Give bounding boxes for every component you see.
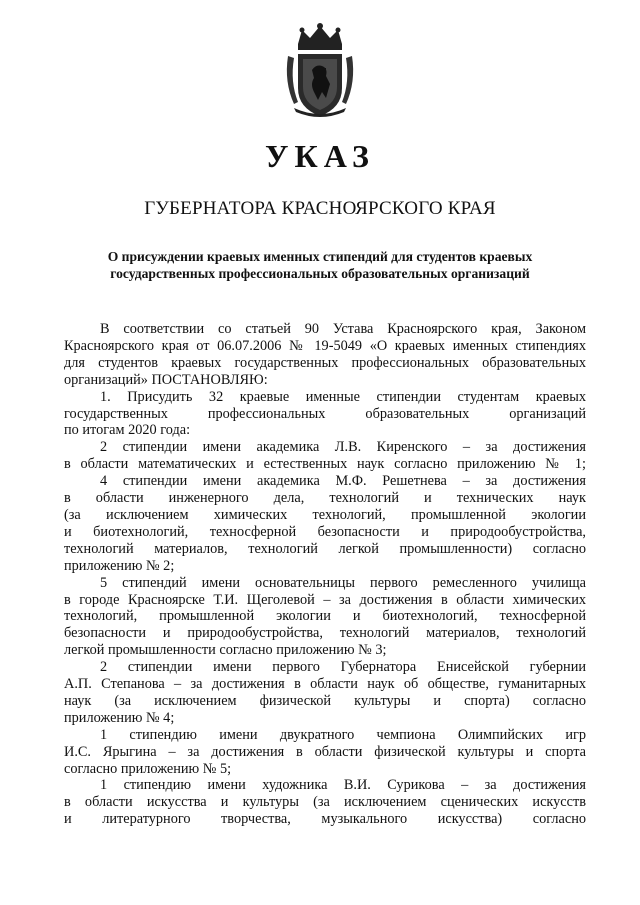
body-line: 1 стипендию имени двукратного чемпиона Олимпийских игр — [100, 726, 586, 743]
body-line: согласно приложению № 5; — [64, 760, 232, 777]
body-line: приложению № 4; — [64, 709, 175, 726]
body-line: в области инженерного дела, технологий и технических наук — [64, 490, 586, 507]
body-line: организаций» ПОСТАНОВЛЯЮ: — [64, 371, 268, 388]
body-line: приложению № 2; — [64, 557, 175, 574]
body-line: по итогам 2020 года: — [64, 422, 191, 439]
body-line: в городе Красноярске Т.И. Щеголевой – за достижения в области химических — [64, 591, 586, 608]
body-line: и биотехнологий, техносферной безопасности и природообустройства, — [64, 523, 586, 540]
document-subtitle: ГУБЕРНАТОРА КРАСНОЯРСКОГО КРАЯ — [144, 198, 496, 219]
heading-line: государственных профессиональных образовательных организаций — [110, 266, 530, 281]
body-line: технологий, промышленной экологии и биотехнологий, техносферной — [64, 608, 586, 625]
body-line: наук (за исключением физической культуры и спорта) согласно — [64, 692, 586, 709]
body-line: легкой промышленности согласно приложению № 3; — [64, 642, 387, 659]
body-line: технологий материалов, технологий легкой промышленности) согласно — [64, 540, 586, 557]
document-body — [64, 321, 586, 828]
body-line: 5 стипендий имени основательницы первого ремесленного училища — [100, 574, 586, 591]
body-line: А.П. Степанова – за достижения в области наук об обществе, гуманитарных — [64, 676, 586, 693]
body-line: в области математических и естественных наук согласно приложению № 1; — [64, 456, 586, 473]
body-line: безопасности и природообустройства, технологий материалов, технологий — [64, 625, 586, 642]
body-line: 4 стипендии имени академика М.Ф. Решетнева – за достижения — [100, 473, 586, 490]
document-heading — [70, 248, 570, 282]
body-line: В соответствии со статьей 90 Устава Красноярского края, Законом — [100, 321, 586, 337]
body-line: и литературного творчества, музыкального искусства) согласно — [64, 811, 586, 828]
body-line: 2 стипендии имени первого Губернатора Енисейской губернии — [100, 659, 586, 676]
body-line: для студентов краевых государственных профессиональных образовательных — [64, 354, 586, 371]
body-line: в области искусства и культуры (за исключением сценических искусств — [64, 794, 586, 811]
body-line: 1 стипендию имени художника В.И. Сурикова – за достижения — [100, 777, 586, 794]
body-line: Красноярского края от 06.07.2006 № 19-5049 «О краевых именных стипендиях — [64, 337, 586, 354]
body-line: И.С. Ярыгина – за достижения в области физической культуры и спорта — [64, 743, 586, 760]
body-line: 1. Присудить 32 краевые именные стипендии студентам краевых — [100, 388, 586, 405]
body-line: (за исключением химических технологий, промышленной экологии — [64, 506, 586, 523]
document-title: УКАЗ — [265, 138, 375, 174]
body-line: 2 стипендии имени академика Л.В. Киренского – за достижения — [100, 439, 586, 456]
body-line: государственных профессиональных образовательных организаций — [64, 405, 586, 422]
heading-line: О присуждении краевых именных стипендий для студентов краевых — [107, 249, 533, 264]
coat-of-arms-icon — [284, 22, 356, 120]
